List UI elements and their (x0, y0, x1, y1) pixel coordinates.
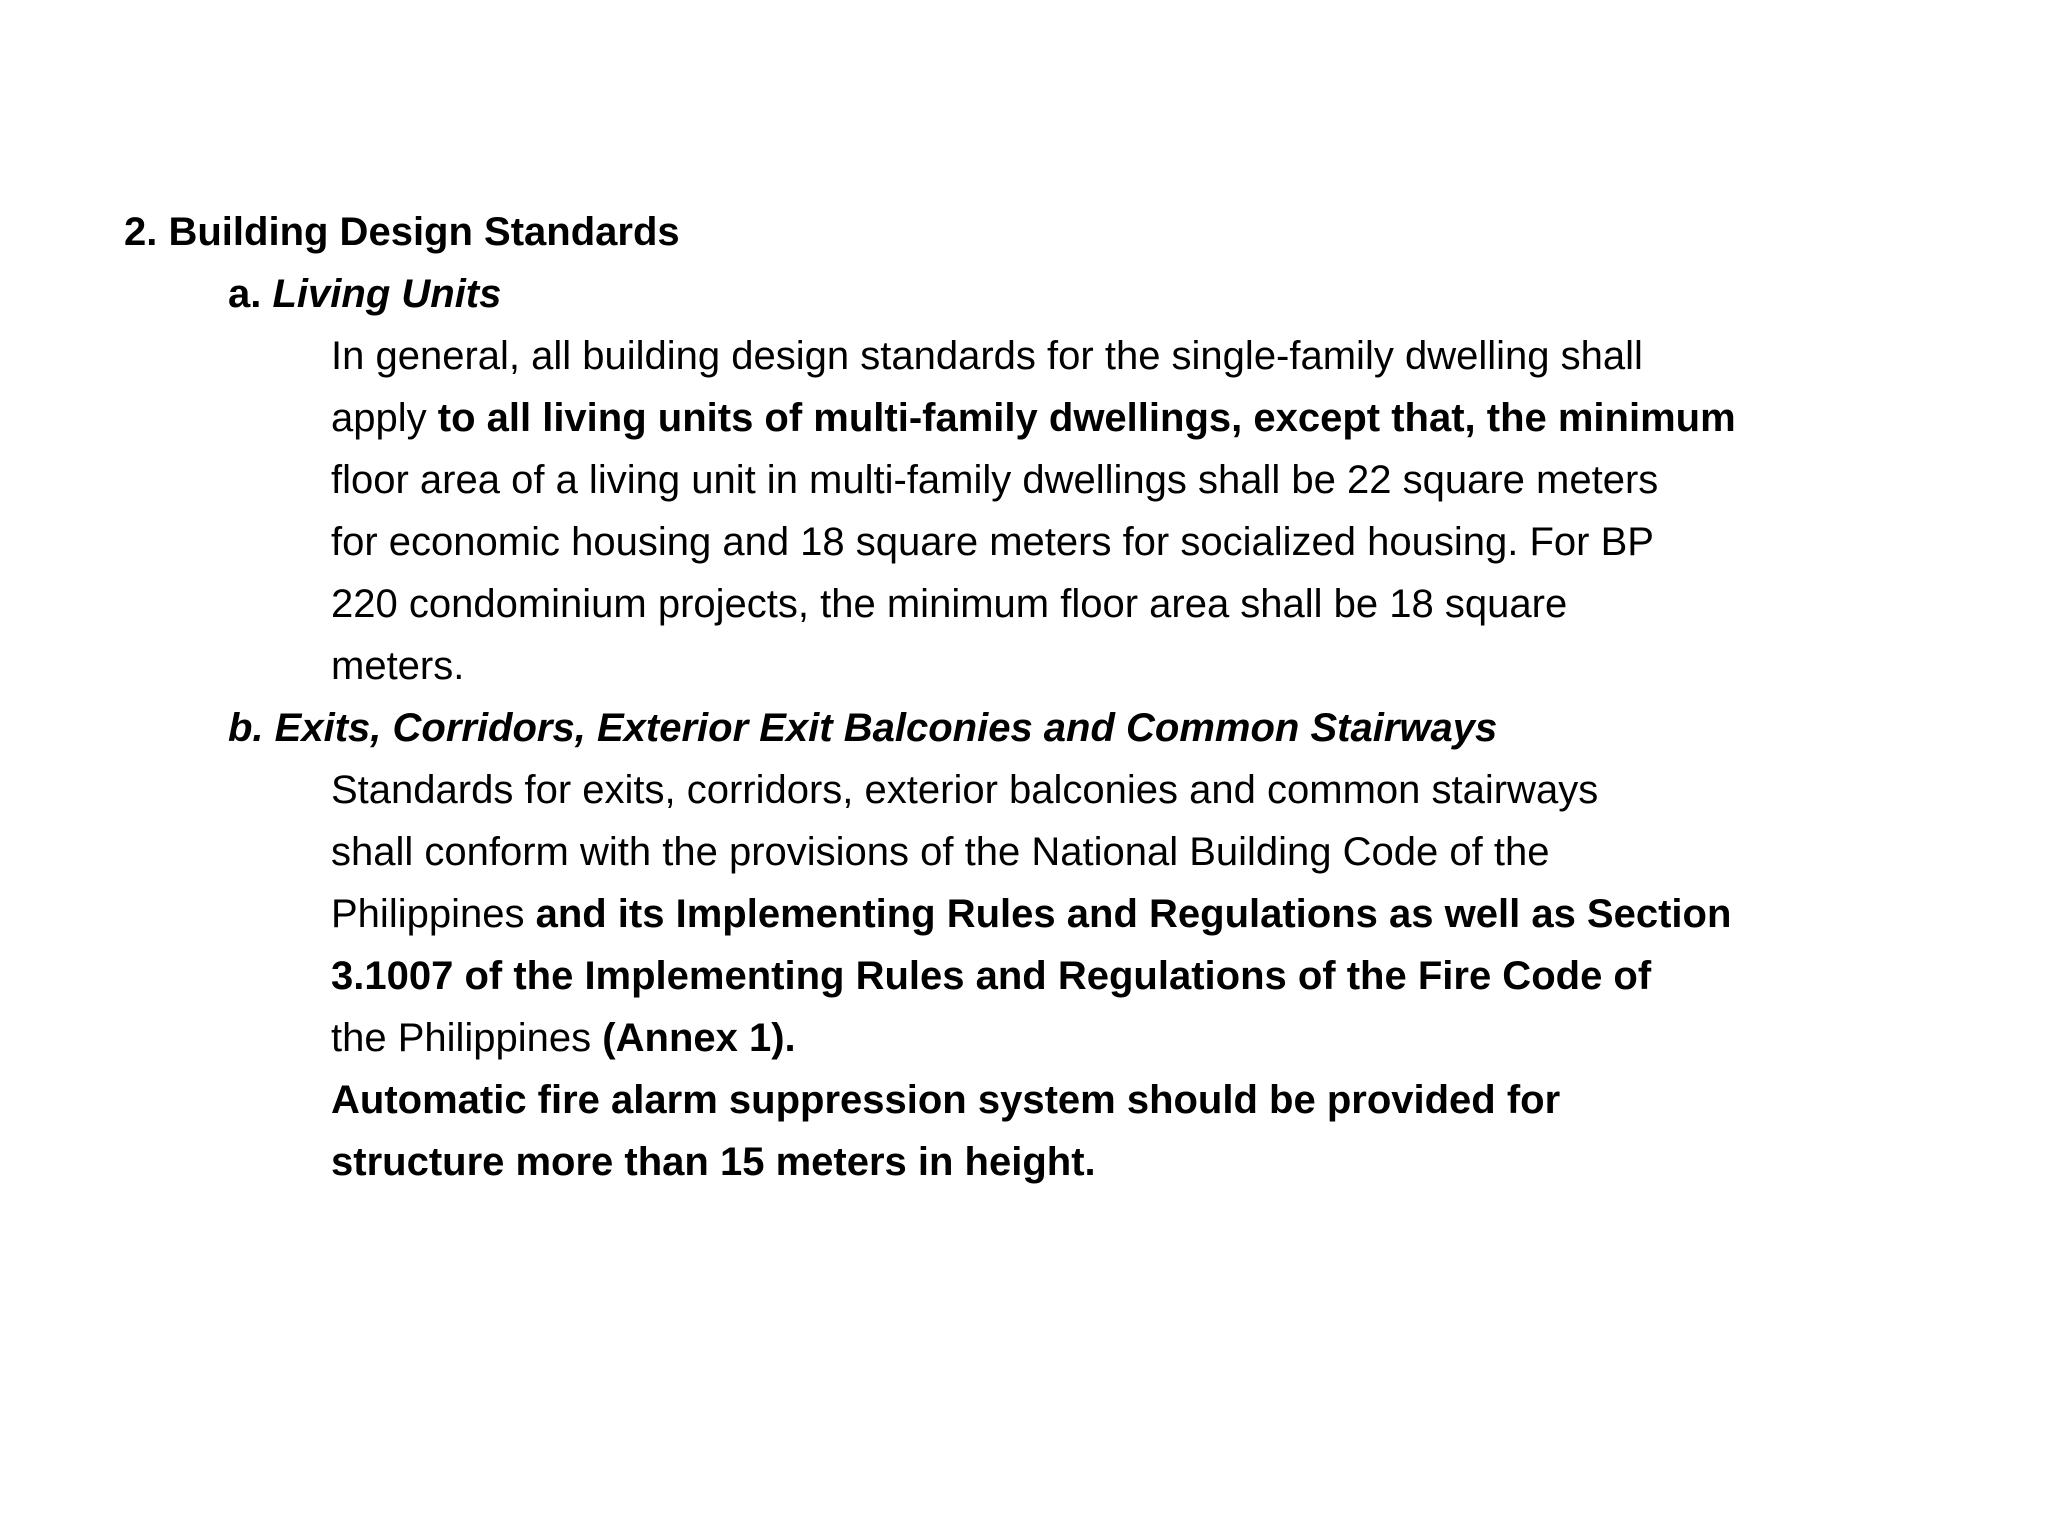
living-units-text-line-6: meters. (331, 644, 465, 688)
living-units-text-line-2: apply to all living units of multi-family dwellings, except that, the minimum (331, 396, 1736, 440)
subsection-a-heading (228, 263, 501, 325)
exits-text-line-6: Automatic fire alarm suppression system should be provided for (331, 1078, 1561, 1122)
living-units-text-line-4: for economic housing and 18 square meters for socialized housing. For BP (331, 520, 1654, 564)
section-number: 2. (124, 210, 158, 254)
subsection-b-heading: b. Exits, Corridors, Exterior Exit Balconies and Common Stairways (228, 706, 1498, 750)
living-units-text-line-5: 220 condominium projects, the minimum floor area shall be 18 square (331, 582, 1568, 626)
exits-text-line-1: Standards for exits, corridors, exterior balconies and common stairways (331, 768, 1599, 812)
exits-text-line-7: structure more than 15 meters in height. (331, 1140, 1096, 1184)
living-units-text-line-1: In general, all building design standards for the single-family dwelling shall (331, 334, 1643, 378)
exits-text-line-3: Philippines and its Implementing Rules and Regulations as well as Section (331, 892, 1732, 936)
section-heading (124, 201, 680, 263)
exits-text-line-2: shall conform with the provisions of the National Building Code of the (331, 830, 1550, 874)
exits-text-line-5: the Philippines (Annex 1). (331, 1016, 796, 1060)
subsection-a-title: Living Units (272, 272, 502, 316)
subsection-a-marker: a. (228, 272, 262, 316)
section-title: Building Design Standards (168, 210, 680, 254)
living-units-text-line-3: floor area of a living unit in multi-family dwellings shall be 22 square meters (331, 458, 1659, 502)
exits-text-line-4: 3.1007 of the Implementing Rules and Regulations of the Fire Code of (331, 954, 1652, 998)
